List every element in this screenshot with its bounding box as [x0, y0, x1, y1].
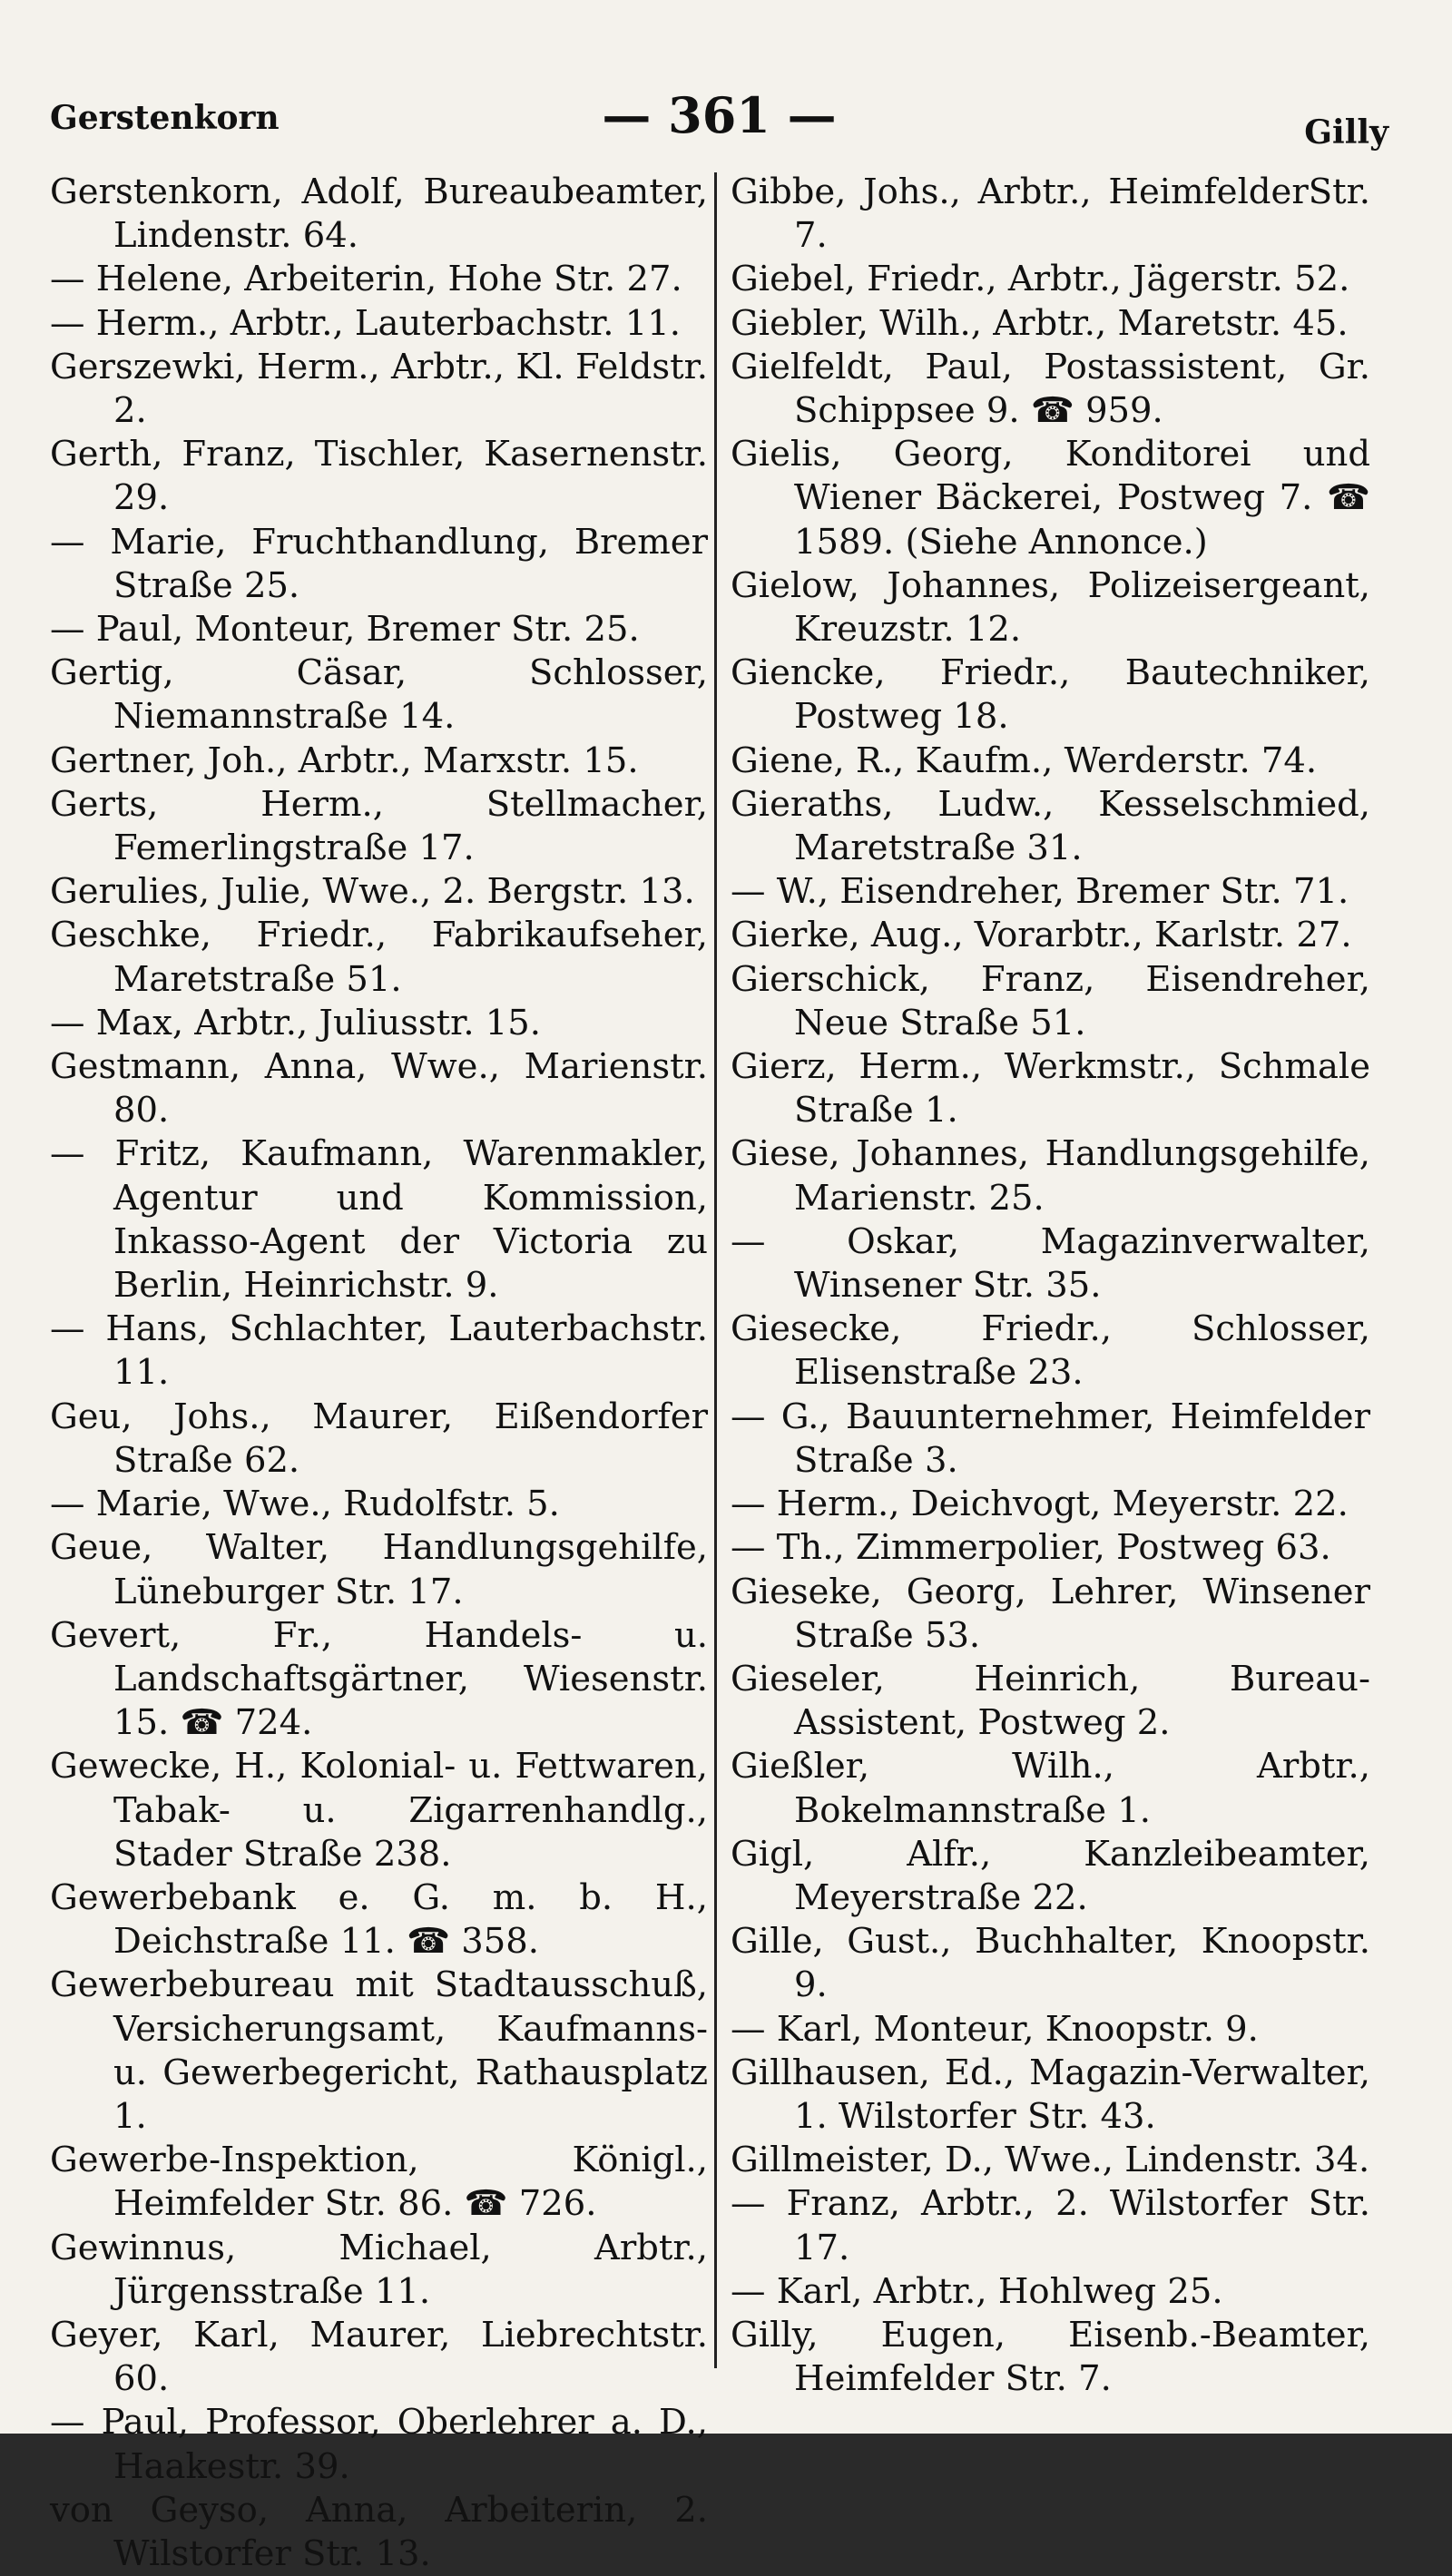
- directory-entry: Giencke, Friedr., Bautechniker, Postweg 18.: [731, 652, 1370, 738]
- directory-entry: Gierz, Herm., Werkmstr., Schmale Straße 1.: [731, 1046, 1370, 1131]
- directory-entry: — Paul, Professor, Oberlehrer a. D., Haakestr. 39.: [50, 2402, 708, 2487]
- directory-entry: Giese, Johannes, Handlungsgehilfe, Marienstr. 25.: [731, 1133, 1370, 1219]
- directory-entry: — Franz, Arbtr., 2. Wilstorfer Str. 17.: [731, 2183, 1370, 2268]
- directory-entry: Geyer, Karl, Maurer, Liebrechtstr. 60.: [50, 2314, 708, 2400]
- directory-entry: — Karl, Arbtr., Hohlweg 25.: [731, 2270, 1223, 2312]
- directory-entry: Gierke, Aug., Vorarbtr., Karlstr. 27.: [731, 915, 1352, 956]
- directory-entry: Gielfeldt, Paul, Postassistent, Gr. Schippsee 9. ☎ 959.: [731, 346, 1370, 432]
- directory-entry: — Paul, Monteur, Bremer Str. 25.: [50, 609, 640, 651]
- page-header: [50, 86, 1388, 150]
- directory-entry: — Helene, Arbeiterin, Hohe Str. 27.: [50, 259, 682, 300]
- left-column: [50, 171, 708, 2574]
- right-column: [731, 171, 1370, 2400]
- directory-entry: Gigl, Alfr., Kanzleibeamter, Meyerstraße 22.: [731, 1833, 1370, 1918]
- directory-entry: Gewecke, H., Kolonial- u. Fettwaren, Tabak- u. Zigarrenhandlg., Stader Straße 238.: [50, 1746, 708, 1875]
- directory-entry: — Th., Zimmerpolier, Postweg 63.: [731, 1527, 1331, 1569]
- directory-entry: Giesecke, Friedr., Schlosser, Elisenstraße 23.: [731, 1308, 1370, 1394]
- directory-entry: — Herm., Deichvogt, Meyerstr. 22.: [731, 1484, 1349, 1525]
- directory-entry: — Marie, Wwe., Rudolfstr. 5.: [50, 1484, 560, 1525]
- directory-entry: Gerstenkorn, Adolf, Bureaubeamter, Lindenstr. 64.: [50, 171, 708, 257]
- directory-entry: Gerulies, Julie, Wwe., 2. Bergstr. 13.: [50, 871, 695, 913]
- directory-entry: Gielis, Georg, Konditorei und Wiener Bäckerei, Postweg 7. ☎ 1589. (Siehe Annonce.): [731, 434, 1370, 563]
- directory-entry: — Marie, Fruchthandlung, Bremer Straße 25.: [50, 521, 708, 606]
- directory-entry: Giebler, Wilh., Arbtr., Maretstr. 45.: [731, 302, 1349, 344]
- directory-entry: — W., Eisendreher, Bremer Str. 71.: [731, 871, 1349, 913]
- directory-entry: Gielow, Johannes, Polizeisergeant, Kreuzstr. 12.: [731, 564, 1370, 651]
- directory-entry: — Hans, Schlachter, Lauterbachstr. 11.: [50, 1308, 708, 1394]
- directory-entry: Gieseler, Heinrich, Bureau-Assistent, Postweg 2.: [731, 1658, 1370, 1744]
- directory-entry: Gewerbebank e. G. m. b. H., Deichstraße 11. ☎ 358.: [50, 1876, 708, 1963]
- page-number: — 361 —: [602, 86, 837, 144]
- column-divider: [714, 172, 717, 2368]
- directory-entry: Gewinnus, Michael, Arbtr., Jürgensstraße 11.: [50, 2227, 708, 2312]
- directory-entry: — Oskar, Magazinverwalter, Winsener Str. 35.: [731, 1220, 1370, 1307]
- directory-entry: Geschke, Friedr., Fabrikaufseher, Maretstraße 51.: [50, 915, 708, 1000]
- header-right-keyword: Gilly: [1304, 113, 1388, 152]
- directory-entry: Gilly, Eugen, Eisenb.-Beamter, Heimfelder Str. 7.: [731, 2314, 1370, 2400]
- directory-entry: Gestmann, Anna, Wwe., Marienstr. 80.: [50, 1046, 708, 1131]
- directory-entry: — Fritz, Kaufmann, Warenmakler, Agentur und Kommission, Inkasso-Agent der Victoria zu Berlin, Heinrichstr. 9.: [50, 1133, 708, 1307]
- directory-entry: Gibbe, Johs., Arbtr., HeimfelderStr. 7.: [731, 171, 1370, 257]
- directory-entry: Geu, Johs., Maurer, Eißendorfer Straße 62.: [50, 1396, 708, 1481]
- directory-entry: Gieraths, Ludw., Kesselschmied, Maretstraße 31.: [731, 783, 1370, 869]
- directory-entry: Gillmeister, D., Wwe., Lindenstr. 34.: [731, 2140, 1370, 2181]
- directory-entry: von Geyso, Anna, Arbeiterin, 2. Wilstorfer Str. 13.: [50, 2489, 708, 2574]
- header-left-keyword: Gerstenkorn: [50, 99, 280, 137]
- directory-entry: Gille, Gust., Buchhalter, Knoopstr. 9.: [731, 1921, 1370, 2006]
- directory-entry: Gewerbebureau mit Stadtausschuß, Versicherungsamt, Kaufmanns- u. Gewerbegericht, Rathausplatz 1.: [50, 1964, 708, 2137]
- directory-entry: Gieseke, Georg, Lehrer, Winsener Straße 53.: [731, 1571, 1370, 1656]
- directory-entry: Gierschick, Franz, Eisendreher, Neue Straße 51.: [731, 958, 1370, 1043]
- directory-entry: Gertig, Cäsar, Schlosser, Niemannstraße 14.: [50, 652, 708, 738]
- directory-entry: Gillhausen, Ed., Magazin-Verwalter, 1. Wilstorfer Str. 43.: [731, 2052, 1370, 2137]
- directory-entry: Geue, Walter, Handlungsgehilfe, Lüneburger Str. 17.: [50, 1527, 708, 1612]
- directory-entry: — Karl, Monteur, Knoopstr. 9.: [731, 2008, 1259, 2050]
- directory-entry: — G., Bauunternehmer, Heimfelder Straße 3.: [731, 1396, 1370, 1481]
- directory-entry: Gießler, Wilh., Arbtr., Bokelmannstraße 1.: [731, 1746, 1370, 1831]
- directory-entry: Gewerbe-Inspektion, Königl., Heimfelder Str. 86. ☎ 726.: [50, 2140, 708, 2225]
- directory-entry: Giene, R., Kaufm., Werderstr. 74.: [731, 739, 1318, 781]
- directory-entry: Gerts, Herm., Stellmacher, Femerlingstraße 17.: [50, 783, 708, 869]
- directory-entry: — Herm., Arbtr., Lauterbachstr. 11.: [50, 302, 681, 344]
- directory-entry: Gevert, Fr., Handels- u. Landschaftsgärtner, Wiesenstr. 15. ☎ 724.: [50, 1614, 708, 1744]
- directory-entry: Gertner, Joh., Arbtr., Marxstr. 15.: [50, 739, 639, 781]
- directory-entry: — Max, Arbtr., Juliusstr. 15.: [50, 1002, 542, 1043]
- directory-entry: Gerszewki, Herm., Arbtr., Kl. Feldstr. 2.: [50, 346, 708, 432]
- directory-entry: Gerth, Franz, Tischler, Kasernenstr. 29.: [50, 434, 708, 519]
- directory-entry: Giebel, Friedr., Arbtr., Jägerstr. 52.: [731, 259, 1350, 300]
